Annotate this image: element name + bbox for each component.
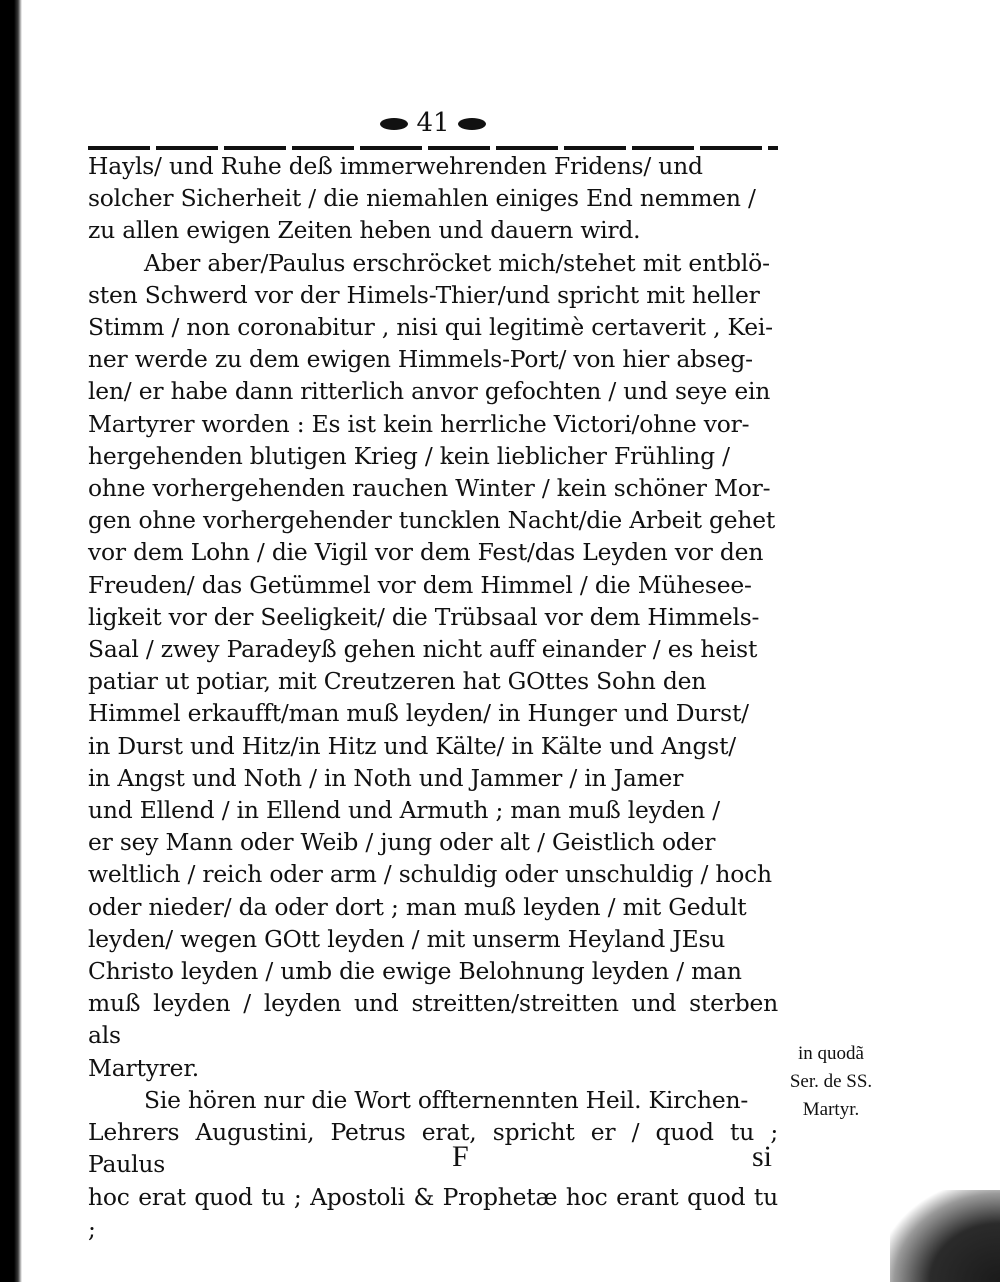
text-line: solcher Sicherheit / die niemahlen einiges End nemmen / bbox=[88, 184, 756, 213]
text-line: weltlich / reich oder arm / schuldig oder unschuldig / hoch bbox=[88, 860, 772, 889]
text-line: er sey Mann oder Weib / jung oder alt / Geistlich oder bbox=[88, 828, 716, 857]
text-line: muß leyden / leyden und streitten/streitten und sterben als bbox=[88, 989, 778, 1050]
text-line: gen ohne vorhergehender tuncklen Nacht/die Arbeit gehet bbox=[88, 506, 776, 535]
text-line: Saal / zwey Paradeyß gehen nicht auff einander / es heist bbox=[88, 635, 758, 664]
marginal-line: Martyr. bbox=[802, 1099, 860, 1120]
page-header bbox=[88, 108, 778, 138]
scan-edge bbox=[0, 0, 22, 1282]
text-line: in Durst und Hitz/in Hitz und Kälte/ in Kälte und Angst/ bbox=[88, 731, 736, 760]
text-line: sten Schwerd vor der Himels-Thier/und spricht mit heller bbox=[88, 280, 760, 309]
text-line: Martyrer worden : Es ist kein herrliche Victori/ohne vor- bbox=[88, 409, 750, 438]
text-line: len/ er habe dann ritterlich anvor gefochten / und seye ein bbox=[88, 377, 771, 406]
text-line: Himmel erkaufft/man muß leyden/ in Hunger und Durst/ bbox=[88, 699, 749, 728]
text-line: und Ellend / in Ellend und Armuth ; man muß leyden / bbox=[88, 796, 720, 825]
text-line: Christo leyden / umb die ewige Belohnung leyden / man bbox=[88, 957, 742, 986]
page-number: 41 bbox=[416, 108, 450, 138]
corner-stain bbox=[890, 1190, 1000, 1282]
text-line: Freuden/ das Getümmel vor dem Himmel / die Mühesee- bbox=[88, 570, 752, 599]
text-line: hoc erat quod tu ; Apostoli & Prophetæ hoc erant quod tu ; bbox=[88, 1182, 778, 1243]
text-line: ohne vorhergehenden rauchen Winter / kein schöner Mor- bbox=[88, 474, 771, 503]
marginal-note bbox=[776, 1040, 886, 1124]
signature-mark: F bbox=[452, 1140, 469, 1173]
catchword: si bbox=[752, 1140, 773, 1173]
text-line: vor dem Lohn / die Vigil vor dem Fest/das Leyden vor den bbox=[88, 538, 764, 567]
text-line: Lehrers Augustini, Petrus erat, spricht er / quod tu ; Paulus bbox=[88, 1118, 778, 1179]
text-line: patiar ut potiar, mit Creutzeren hat GOttes Sohn den bbox=[88, 667, 707, 696]
ornament-right-icon bbox=[458, 118, 486, 130]
text-line: Martyrer. bbox=[88, 1053, 199, 1082]
text-line: Hayls/ und Ruhe deß immerwehrenden Fridens/ und bbox=[88, 152, 703, 180]
marginal-line: Ser. de SS. bbox=[789, 1071, 873, 1092]
text-line: zu allen ewigen Zeiten heben und dauern wird. bbox=[88, 216, 641, 245]
text-line: Sie hören nur die Wort offternennten Heil. Kirchen- bbox=[144, 1085, 749, 1114]
text-line: oder nieder/ da oder dort ; man muß leyden / mit Gedult bbox=[88, 892, 747, 921]
text-line: in Angst und Noth / in Noth und Jammer / in Jamer bbox=[88, 763, 684, 792]
text-line: ner werde zu dem ewigen Himmels-Port/ von hier abseg- bbox=[88, 345, 753, 374]
text-line: leyden/ wegen GOtt leyden / mit unserm Heyland JEsu bbox=[88, 924, 726, 953]
text-line: Aber aber/Paulus erschröcket mich/stehet mit entblö- bbox=[144, 248, 770, 277]
text-line: Stimm / non coronabitur , nisi qui legitimè certaverit , Kei- bbox=[88, 313, 773, 342]
ornament-left-icon bbox=[380, 118, 408, 130]
main-text bbox=[88, 150, 778, 1245]
text-line: ligkeit vor der Seeligkeit/ die Trübsaal vor dem Himmels- bbox=[88, 602, 760, 631]
marginal-line: in quodã bbox=[798, 1043, 864, 1064]
text-line: hergehenden blutigen Krieg / kein lieblicher Frühling / bbox=[88, 441, 730, 470]
